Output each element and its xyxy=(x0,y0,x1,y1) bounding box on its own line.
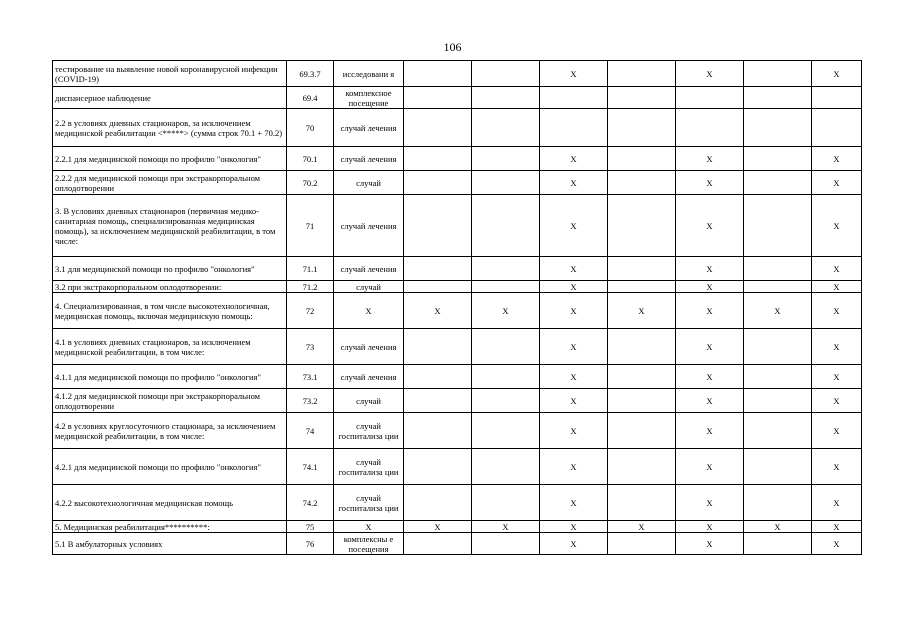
row-code: 74 xyxy=(287,413,334,449)
row-cell: X xyxy=(540,521,608,533)
row-cell xyxy=(744,533,812,555)
row-cell xyxy=(608,533,676,555)
row-cell: X xyxy=(472,293,540,329)
row-unit: случай лечения xyxy=(334,195,404,257)
row-cell: X xyxy=(540,281,608,293)
row-cell: X xyxy=(812,61,862,87)
row-code: 72 xyxy=(287,293,334,329)
row-name: 5.1 В амбулаторных условиях xyxy=(53,533,287,555)
table-row xyxy=(53,389,862,413)
table-row xyxy=(53,533,862,555)
row-code: 70.2 xyxy=(287,171,334,195)
table-row xyxy=(53,413,862,449)
row-cell: X xyxy=(540,195,608,257)
row-cell xyxy=(404,485,472,521)
row-cell xyxy=(608,449,676,485)
row-cell: X xyxy=(676,171,744,195)
row-unit: X xyxy=(334,293,404,329)
row-cell xyxy=(608,281,676,293)
row-code: 73 xyxy=(287,329,334,365)
row-cell: X xyxy=(540,61,608,87)
row-cell xyxy=(472,257,540,281)
row-cell xyxy=(744,171,812,195)
row-name: 4. Специализированная, в том числе высокотехнологичная, медицинская помощь, включая медицинскую помощь: xyxy=(53,293,287,329)
row-cell: X xyxy=(812,365,862,389)
row-code: 71.2 xyxy=(287,281,334,293)
row-name: 4.2.2 высокотехнологичная медицинская помощь xyxy=(53,485,287,521)
row-cell xyxy=(608,109,676,147)
table-row xyxy=(53,257,862,281)
row-cell xyxy=(676,109,744,147)
row-cell xyxy=(472,413,540,449)
row-code: 73.2 xyxy=(287,389,334,413)
row-cell xyxy=(404,87,472,109)
row-unit: случай xyxy=(334,171,404,195)
row-cell xyxy=(472,171,540,195)
table-row xyxy=(53,147,862,171)
row-cell: X xyxy=(676,61,744,87)
page-number: 106 xyxy=(443,40,462,54)
row-cell: X xyxy=(676,147,744,171)
row-unit: случай лечения xyxy=(334,109,404,147)
row-name: 4.1 в условиях дневных стационаров, за исключением медицинской реабилитации, в том числе: xyxy=(53,329,287,365)
row-cell: X xyxy=(404,293,472,329)
row-cell xyxy=(472,449,540,485)
row-cell xyxy=(608,413,676,449)
row-cell xyxy=(404,533,472,555)
row-unit: случай госпитализа ции xyxy=(334,485,404,521)
row-cell xyxy=(744,281,812,293)
table-row xyxy=(53,195,862,257)
row-unit: случай xyxy=(334,281,404,293)
row-cell xyxy=(472,281,540,293)
row-cell: X xyxy=(812,281,862,293)
row-cell: X xyxy=(676,329,744,365)
row-cell: X xyxy=(812,329,862,365)
row-unit: случай госпитализа ции xyxy=(334,449,404,485)
table-row xyxy=(53,521,862,533)
row-unit: случай лечения xyxy=(334,147,404,171)
row-code: 70 xyxy=(287,109,334,147)
row-cell xyxy=(472,389,540,413)
row-cell xyxy=(472,485,540,521)
row-unit: случай госпитализа ции xyxy=(334,413,404,449)
row-cell xyxy=(472,109,540,147)
row-code: 69.3.7 xyxy=(287,61,334,87)
table-row xyxy=(53,485,862,521)
row-cell xyxy=(404,281,472,293)
row-cell xyxy=(472,61,540,87)
row-code: 70.1 xyxy=(287,147,334,171)
row-cell xyxy=(404,413,472,449)
row-cell xyxy=(472,365,540,389)
row-cell xyxy=(744,147,812,171)
row-cell xyxy=(608,61,676,87)
row-unit: случай лечения xyxy=(334,365,404,389)
row-cell xyxy=(404,109,472,147)
row-cell xyxy=(472,533,540,555)
row-name: тестирование на выявление новой коронавирусной инфекции (COVID-19) xyxy=(53,61,287,87)
row-cell: X xyxy=(540,389,608,413)
row-name: диспансерное наблюдение xyxy=(53,87,287,109)
row-cell: X xyxy=(676,281,744,293)
table-row xyxy=(53,87,862,109)
row-cell xyxy=(404,195,472,257)
table-row xyxy=(53,365,862,389)
row-cell xyxy=(744,389,812,413)
row-cell: X xyxy=(812,171,862,195)
row-name: 4.2.1 для медицинской помощи по профилю "онкология" xyxy=(53,449,287,485)
row-cell: X xyxy=(676,533,744,555)
row-cell xyxy=(608,257,676,281)
table-row xyxy=(53,109,862,147)
row-cell xyxy=(744,485,812,521)
row-cell xyxy=(404,147,472,171)
row-cell: X xyxy=(676,293,744,329)
row-cell xyxy=(744,413,812,449)
row-cell xyxy=(540,109,608,147)
row-cell xyxy=(404,329,472,365)
row-cell xyxy=(812,87,862,109)
row-cell: X xyxy=(812,147,862,171)
row-cell: X xyxy=(812,533,862,555)
row-cell: X xyxy=(812,293,862,329)
row-name: 4.1.2 для медицинской помощи при экстракорпоральном оплодотворении xyxy=(53,389,287,413)
row-cell: X xyxy=(540,365,608,389)
table-row xyxy=(53,171,862,195)
row-cell xyxy=(472,329,540,365)
row-cell xyxy=(744,87,812,109)
row-cell xyxy=(608,485,676,521)
row-name: 3. В условиях дневных стационаров (первичная медико-санитарная помощь, специализированная медицинская помощь), за исключением медицинской реабилитации, в том числе: xyxy=(53,195,287,257)
row-cell xyxy=(676,87,744,109)
row-cell: X xyxy=(676,365,744,389)
row-cell xyxy=(744,449,812,485)
row-cell xyxy=(404,449,472,485)
table-row xyxy=(53,281,862,293)
row-cell: X xyxy=(812,195,862,257)
row-code: 71.1 xyxy=(287,257,334,281)
row-cell xyxy=(404,257,472,281)
table-row xyxy=(53,329,862,365)
row-cell xyxy=(608,147,676,171)
row-cell: X xyxy=(812,389,862,413)
row-name: 2.2 в условиях дневных стационаров, за исключением медицинской реабилитации <*****> (сумма строк 70.1 + 70.2) xyxy=(53,109,287,147)
row-unit: случай лечения xyxy=(334,257,404,281)
row-code: 76 xyxy=(287,533,334,555)
row-cell xyxy=(472,87,540,109)
row-cell xyxy=(404,171,472,195)
row-cell: X xyxy=(540,533,608,555)
row-cell: X xyxy=(812,449,862,485)
row-cell xyxy=(608,87,676,109)
table-row xyxy=(53,61,862,87)
row-cell xyxy=(404,365,472,389)
row-code: 74.1 xyxy=(287,449,334,485)
row-cell xyxy=(744,109,812,147)
row-cell: X xyxy=(744,293,812,329)
row-code: 71 xyxy=(287,195,334,257)
row-name: 2.2.2 для медицинской помощи при экстракорпоральном оплодотворении xyxy=(53,171,287,195)
row-cell: X xyxy=(676,195,744,257)
row-cell xyxy=(608,195,676,257)
table-row xyxy=(53,293,862,329)
row-cell xyxy=(404,389,472,413)
row-unit: случай xyxy=(334,389,404,413)
row-unit: комплексное посещение xyxy=(334,87,404,109)
row-cell: X xyxy=(744,521,812,533)
row-code: 69.4 xyxy=(287,87,334,109)
row-cell xyxy=(744,329,812,365)
row-cell: X xyxy=(540,449,608,485)
row-cell: X xyxy=(540,413,608,449)
row-cell: X xyxy=(676,521,744,533)
row-unit: X xyxy=(334,521,404,533)
row-cell xyxy=(608,329,676,365)
table-body xyxy=(53,61,862,555)
row-cell: X xyxy=(540,257,608,281)
row-name: 2.2.1 для медицинской помощи по профилю "онкология" xyxy=(53,147,287,171)
row-cell: X xyxy=(812,521,862,533)
row-unit: комплексны е посещения xyxy=(334,533,404,555)
row-cell: X xyxy=(608,521,676,533)
row-cell xyxy=(404,61,472,87)
row-name: 4.2 в условиях круглосуточного стационара, за исключением медицинской реабилитации, в том числе: xyxy=(53,413,287,449)
row-cell xyxy=(744,257,812,281)
row-name: 5. Медицинская реабилитация**********: xyxy=(53,521,287,533)
row-name: 3.1 для медицинской помощи по профилю "онкология" xyxy=(53,257,287,281)
row-name: 3.2 при экстракорпоральном оплодотворении: xyxy=(53,281,287,293)
data-table xyxy=(52,60,862,555)
row-cell xyxy=(744,365,812,389)
row-cell: X xyxy=(608,293,676,329)
row-cell xyxy=(744,195,812,257)
row-cell: X xyxy=(540,147,608,171)
row-cell: X xyxy=(540,329,608,365)
row-cell: X xyxy=(540,293,608,329)
row-cell: X xyxy=(812,257,862,281)
row-cell xyxy=(472,147,540,171)
row-code: 74.2 xyxy=(287,485,334,521)
row-cell xyxy=(608,365,676,389)
row-cell xyxy=(812,109,862,147)
row-code: 73.1 xyxy=(287,365,334,389)
row-cell: X xyxy=(540,171,608,195)
row-code: 75 xyxy=(287,521,334,533)
row-cell: X xyxy=(676,413,744,449)
row-cell xyxy=(540,87,608,109)
row-cell: X xyxy=(676,485,744,521)
row-name: 4.1.1 для медицинской помощи по профилю "онкология" xyxy=(53,365,287,389)
row-cell: X xyxy=(676,389,744,413)
row-cell: X xyxy=(812,413,862,449)
row-cell: X xyxy=(540,485,608,521)
row-cell: X xyxy=(472,521,540,533)
row-cell xyxy=(608,171,676,195)
row-cell: X xyxy=(676,257,744,281)
row-unit: случай лечения xyxy=(334,329,404,365)
row-cell: X xyxy=(676,449,744,485)
row-cell: X xyxy=(404,521,472,533)
row-unit: исследовани я xyxy=(334,61,404,87)
row-cell: X xyxy=(812,485,862,521)
row-cell xyxy=(472,195,540,257)
row-cell xyxy=(608,389,676,413)
table-row xyxy=(53,449,862,485)
row-cell xyxy=(744,61,812,87)
